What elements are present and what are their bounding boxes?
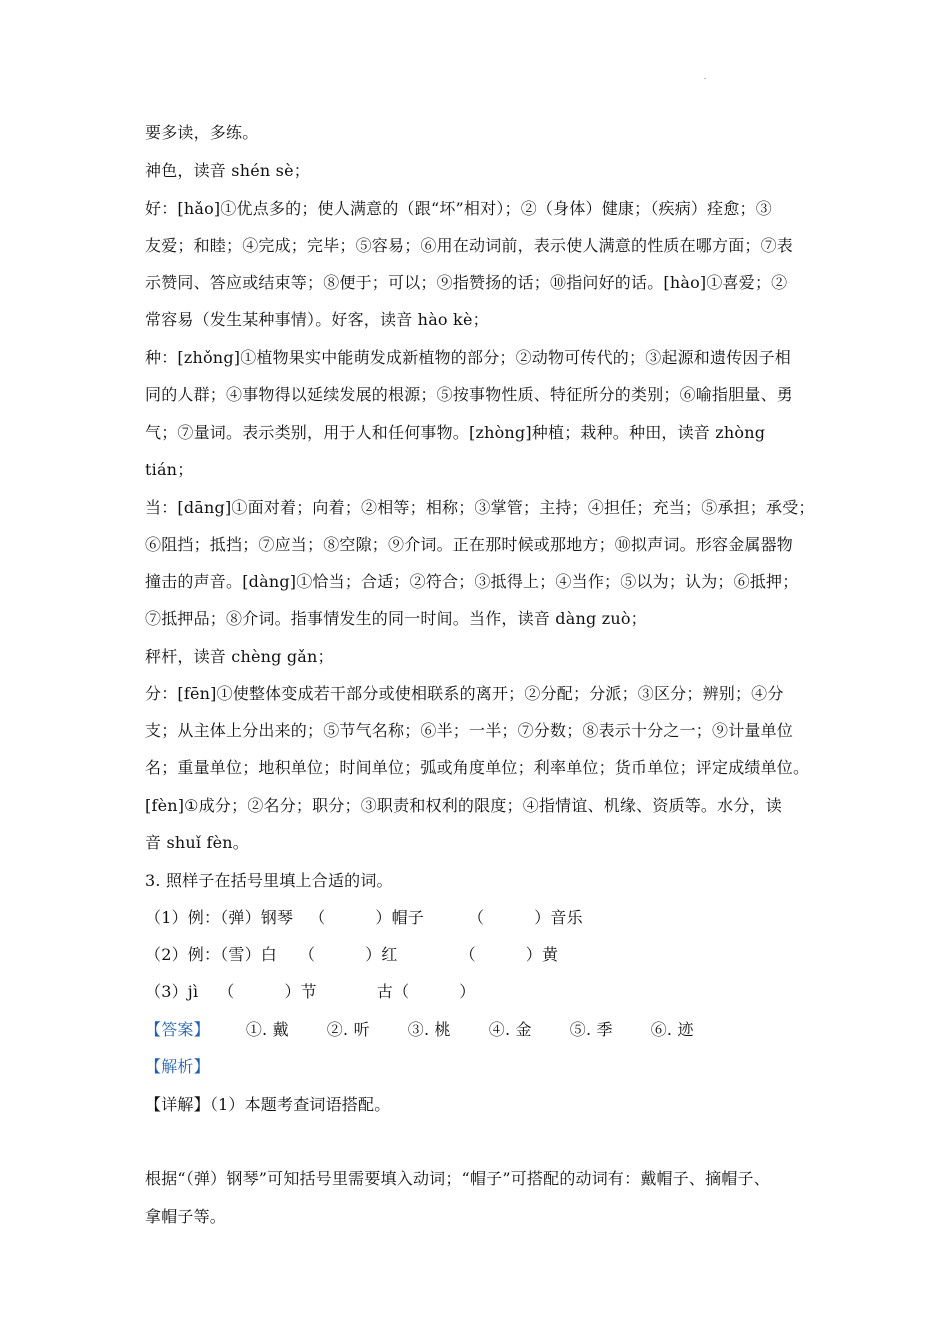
text-line: 友爱；和睦；④完成；完毕；⑤容易；⑥用在动词前，表示使人满意的性质在哪方面；⑦表 <box>145 236 794 255</box>
question-heading: 3. 照样子在括号里填上合适的词。 <box>145 871 393 890</box>
blank-close: ）节 <box>284 982 317 1001</box>
exercise-prefix: （3）jì <box>145 982 199 1001</box>
text-line: 支；从主体上分出来的；⑤节气名称；⑥半；一半；⑦分数；⑧表示十分之一；⑨计量单位 <box>145 721 794 740</box>
blank-open: 古（ <box>376 982 410 1001</box>
text-line: ⑥阻挡；抵挡；⑦应当；⑧空隙；⑨介词。正在那时候或那地方；⑩拟声词。形容金属器物 <box>145 535 794 554</box>
scan-speck <box>704 78 706 79</box>
text-line: 神色，读音 shén sè； <box>145 161 310 180</box>
text-line: [fèn]①成分；②名分；职分；③职责和权利的限度；④指情谊、机缘、资质等。水分，读 <box>145 796 782 815</box>
text-line: tián； <box>145 460 194 479</box>
exercise-row-1 <box>145 907 583 929</box>
analysis-label: 【解析】 <box>145 1057 210 1076</box>
answer-label: 【答案】 <box>145 1020 210 1039</box>
exercise-row-3 <box>145 981 475 1003</box>
text-line: 秤杆，读音 chèng gǎn； <box>145 647 334 666</box>
text-line: 当：[dāng]①面对着；向着；②相等；相称；③掌管；主持；④担任；充当；⑤承担；承受； <box>145 498 815 517</box>
answer-item: ③. 桃 <box>407 1020 451 1039</box>
answer-item: ②. 听 <box>326 1020 370 1039</box>
answer-item: ①. 戴 <box>245 1020 289 1039</box>
answer-row <box>145 1019 694 1041</box>
exercise-prefix: （2）例：（雪）白 <box>145 945 277 964</box>
explain-line: 拿帽子等。 <box>145 1207 227 1226</box>
detail-text: （1）本题考查词语搭配。 <box>209 1095 391 1114</box>
text-line: 同的人群；④事物得以延续发展的根源；⑤按事物性质、特征所分的类别；⑥喻指胆量、勇 <box>145 385 794 404</box>
text-line: ⑦抵押品；⑧介词。指事情发生的同一时间。当作，读音 dàng zuò； <box>145 609 647 628</box>
blank-close: ）音乐 <box>534 908 583 927</box>
text-line: 音 shuǐ fèn。 <box>145 833 250 852</box>
answer-item: ④. 金 <box>488 1020 532 1039</box>
text-line: 撞击的声音。[dàng]①恰当；合适；②符合；③抵得上；④当作；⑤以为；认为；⑥抵押； <box>145 572 799 591</box>
blank-close: ）帽子 <box>375 908 424 927</box>
text-line: 好：[hǎo]①优点多的；使人满意的（跟“坏”相对）；②（身体）健康；（疾病）痊愈；③ <box>145 199 772 218</box>
blank-open: （ <box>459 945 476 964</box>
blank-open: （ <box>309 908 326 927</box>
answer-item: ⑤. 季 <box>569 1020 613 1039</box>
blank-close: ）黄 <box>525 945 559 964</box>
answer-item: ⑥. 迹 <box>650 1020 694 1039</box>
detail-row <box>145 1094 390 1116</box>
detail-label: 【详解】 <box>145 1095 210 1114</box>
blank-open: （ <box>298 945 316 964</box>
text-line: 常容易（发生某种事情）。好客，读音 hào kè； <box>145 310 489 329</box>
text-line: 分：[fēn]①使整体变成若干部分或使相联系的离开；②分配；分派；③区分；辨别；④分 <box>145 684 784 703</box>
text-line: 气；⑦量词。表示类别，用于人和任何事物。[zhòng]种植；栽种。种田，读音 zhòng <box>145 423 766 442</box>
text-line: 名；重量单位；地积单位；时间单位；弧或角度单位；利率单位；货币单位；评定成绩单位。 <box>145 758 810 777</box>
text-line: 要多读，多练。 <box>145 123 259 142</box>
exercise-row-2 <box>145 944 558 966</box>
blank-open: （ <box>468 908 485 927</box>
exercise-prefix: （1）例：（弹）钢琴 <box>145 908 294 927</box>
explain-line: 根据“（弹）钢琴”可知括号里需要填入动词；“帽子”可搭配的动词有：戴帽子、摘帽子、 <box>145 1169 770 1188</box>
blank-close: ）红 <box>365 945 398 964</box>
text-line: 示赞同、答应或结束等；⑧便于；可以；⑨指赞扬的话；⑩指问好的话。[hào]①喜爱；② <box>145 273 788 292</box>
text-line: 种：[zhǒng]①植物果实中能萌发成新植物的部分；②动物可传代的；③起源和遗传因子相 <box>145 348 791 367</box>
blank-close: ） <box>459 982 476 1001</box>
blank-open: （ <box>218 982 235 1001</box>
